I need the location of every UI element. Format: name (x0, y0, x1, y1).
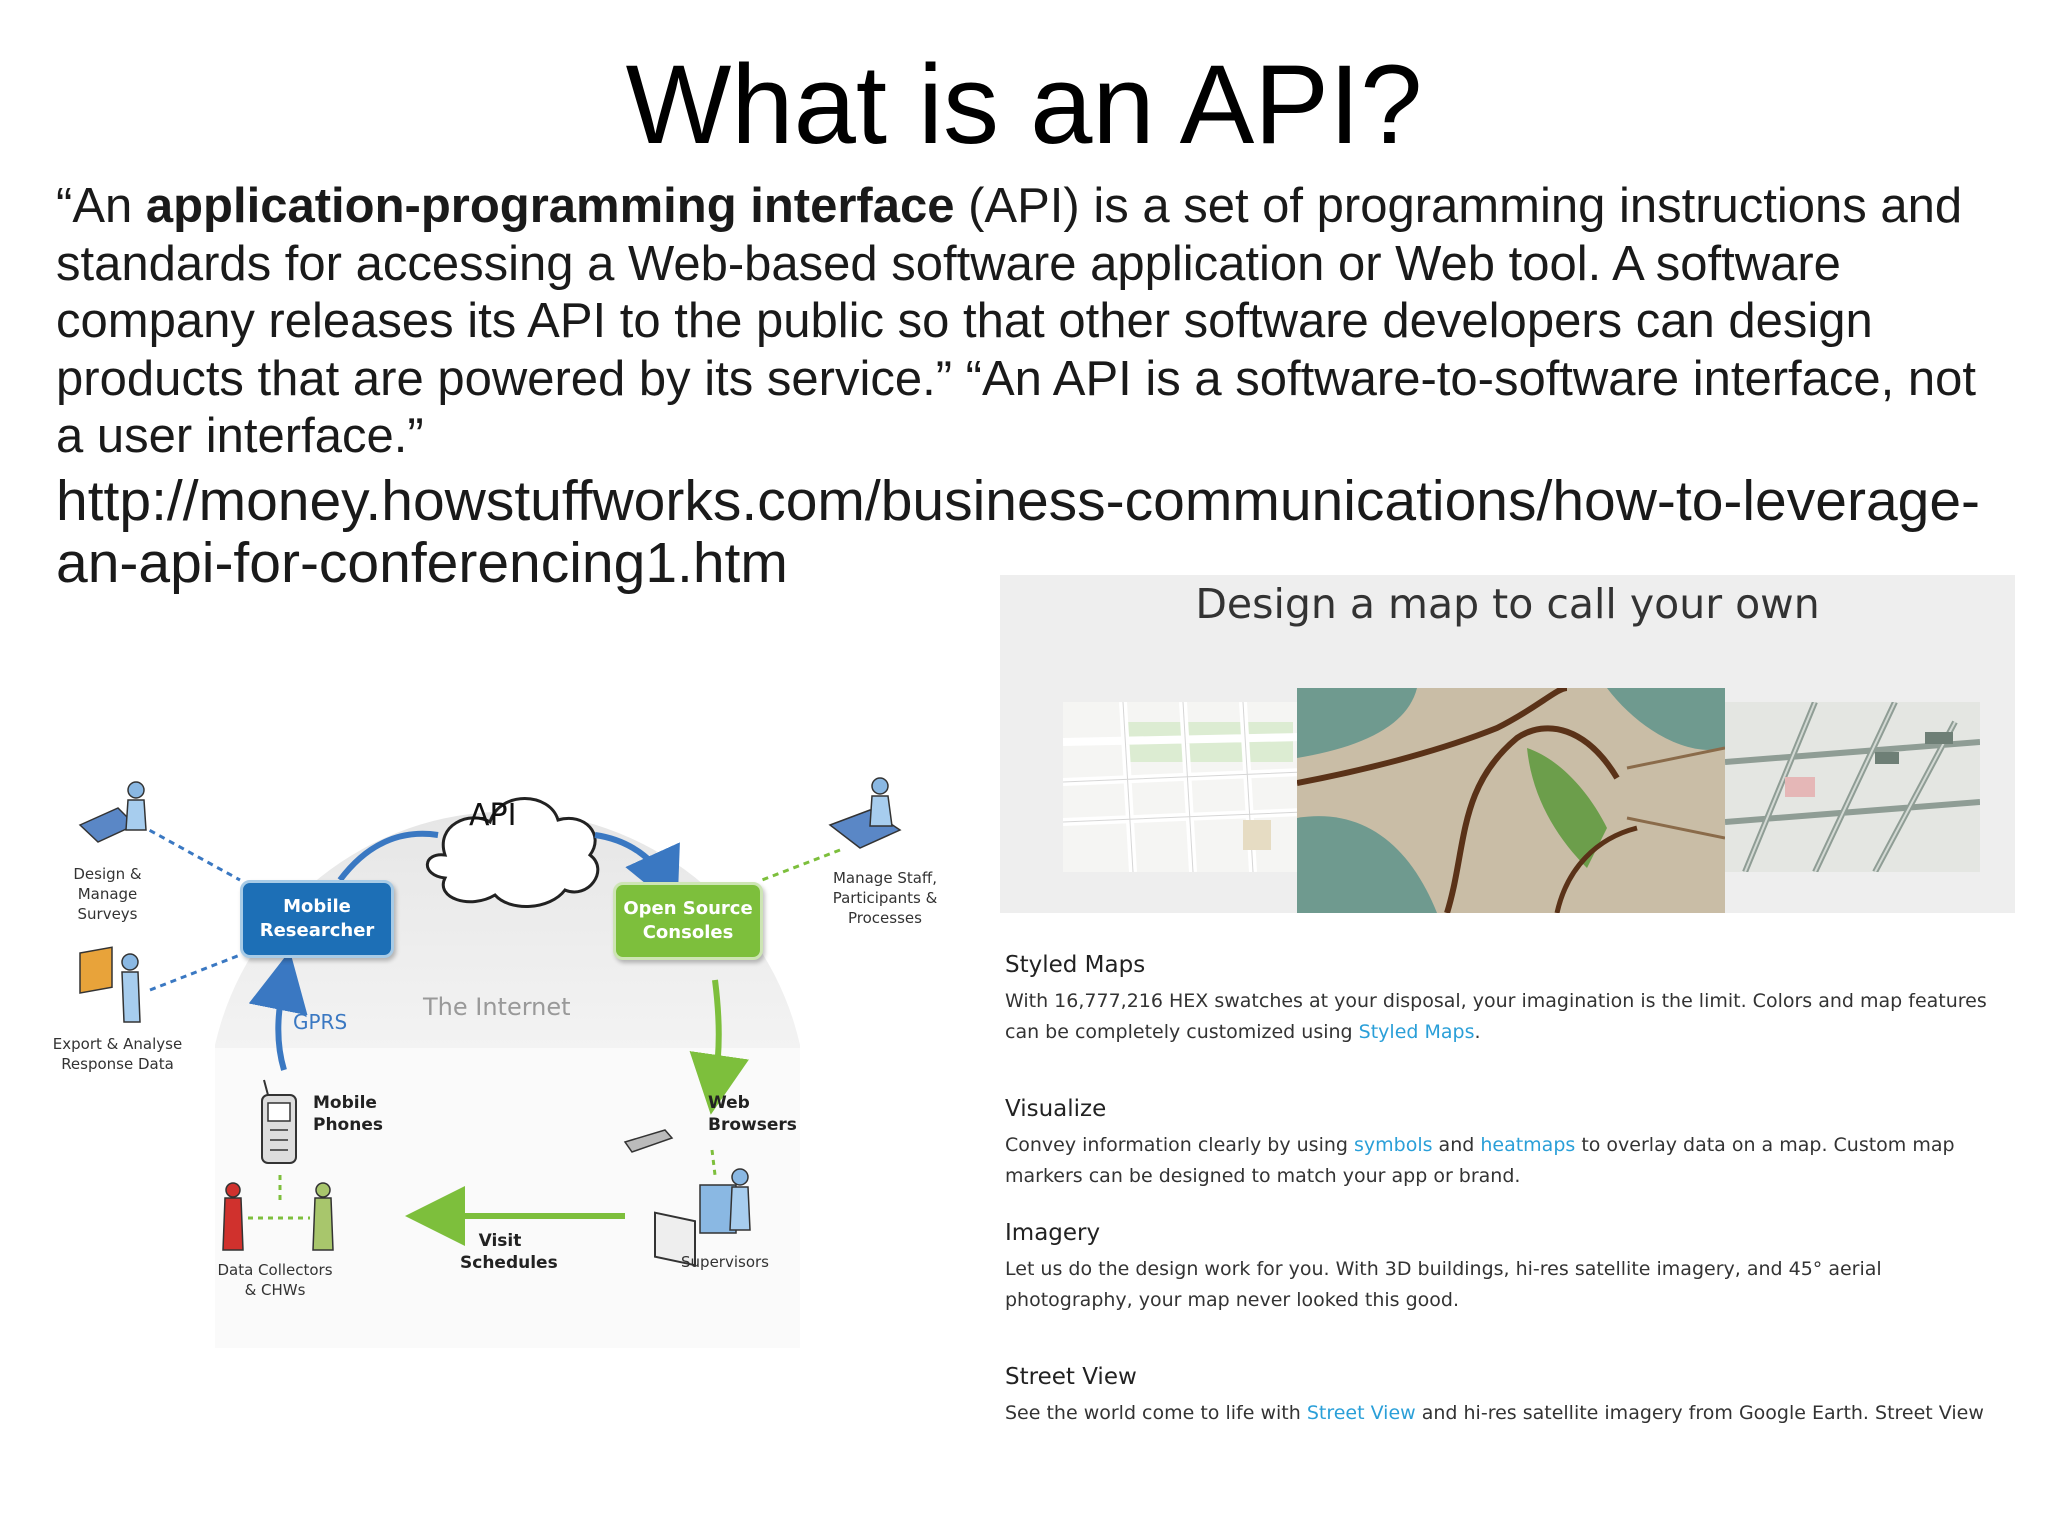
feature-text-part: and hi-res satellite imagery from Google Earth. Street View (1415, 1402, 1984, 1424)
feature-text: Let us do the design work for you. With 3D buildings, hi-res satellite imagery, and 45° aerial photography, your map never looked this good. (1005, 1258, 1882, 1311)
feature-styled-maps (1005, 950, 2015, 1048)
open-source-consoles-box: Open Source Consoles (613, 882, 763, 960)
manage-staff-label: Manage Staff, Participants & Processes (832, 869, 938, 927)
feature-text-part: Convey information clearly by using (1005, 1134, 1354, 1156)
feature-imagery (1005, 1218, 2015, 1316)
manage-staff-icon (830, 778, 900, 848)
source-url: http://money.howstuffworks.com/business-communications/how-to-leverage-an-api-for-conferencing1.htm (56, 469, 1981, 595)
quote-open: “An (56, 179, 146, 233)
export-analyse-label: Export & Analyse Response Data (52, 1035, 183, 1073)
feature-text (1005, 1130, 2015, 1192)
feature-heading: Visualize (1005, 1096, 1107, 1122)
feature-text-part: to overlay data on a map. Custom map markers can be designed to match your app or brand. (1005, 1134, 1955, 1187)
styled-maps-link[interactable]: Styled Maps (1358, 1021, 1475, 1043)
quote-bold-term: application-programming interface (145, 179, 955, 233)
feature-text-part: and (1432, 1134, 1481, 1156)
web-browsers-label: Web Browsers (708, 1093, 797, 1135)
api-label: API (469, 798, 517, 833)
maps-hero-title: Design a map to call your own (1195, 580, 1820, 628)
slide-title: What is an API? (625, 42, 1423, 167)
street-view-link[interactable]: Street View (1306, 1402, 1416, 1424)
mobile-researcher-box: Mobile Researcher (240, 880, 394, 958)
quote-rest: (API) is a set of programming instructions and standards for accessing a Web-based software application or Web tool. A software company releases its API to the public so that other software developers can design products that are powered by its service.” “An API is a software-to-software interface, not a user interface.” (56, 179, 1977, 463)
gprs-label: GPRS (293, 1010, 348, 1034)
styled-map-graphic (1297, 688, 1725, 913)
feature-text (1005, 986, 2015, 1048)
data-collectors-label: Data Collectors & CHWs (217, 1261, 333, 1299)
visit-schedules-label: Visit Schedules (460, 1231, 558, 1273)
symbols-link[interactable]: symbols (1354, 1134, 1433, 1156)
heatmaps-link[interactable]: heatmaps (1480, 1134, 1576, 1156)
map-tile-grey (1725, 702, 1980, 872)
feature-text (1005, 1398, 2015, 1429)
feature-street-view (1005, 1362, 2015, 1429)
map-tile-styled (1297, 688, 1725, 913)
feature-text-part: With 16,777,216 HEX swatches at your disposal, your imagination is the limit. Colors and map features can be completely customized using (1005, 990, 1987, 1043)
mobile-phones-label: Mobile Phones (313, 1093, 383, 1135)
internet-label: The Internet (423, 993, 571, 1021)
feature-heading: Imagery (1005, 1220, 1101, 1246)
maps-hero (1000, 575, 2015, 913)
maps-panel (1000, 575, 2015, 1535)
feature-heading: Street View (1005, 1364, 1137, 1390)
feature-heading: Styled Maps (1005, 952, 1146, 978)
grey-map-graphic (1725, 702, 1980, 872)
export-person-icon (80, 947, 140, 1022)
feature-text-part: See the world come to life with (1005, 1402, 1307, 1424)
map-tile-light (1063, 702, 1303, 872)
light-map-graphic (1063, 702, 1303, 872)
api-diagram (40, 730, 990, 1350)
design-person-icon (80, 782, 146, 842)
api-definition-text (56, 178, 2016, 466)
design-manage-label: Design & Manage Surveys (73, 865, 142, 923)
feature-visualize (1005, 1094, 2015, 1192)
feature-text-part: . (1474, 1021, 1481, 1043)
supervisors-label: Supervisors (681, 1253, 769, 1271)
